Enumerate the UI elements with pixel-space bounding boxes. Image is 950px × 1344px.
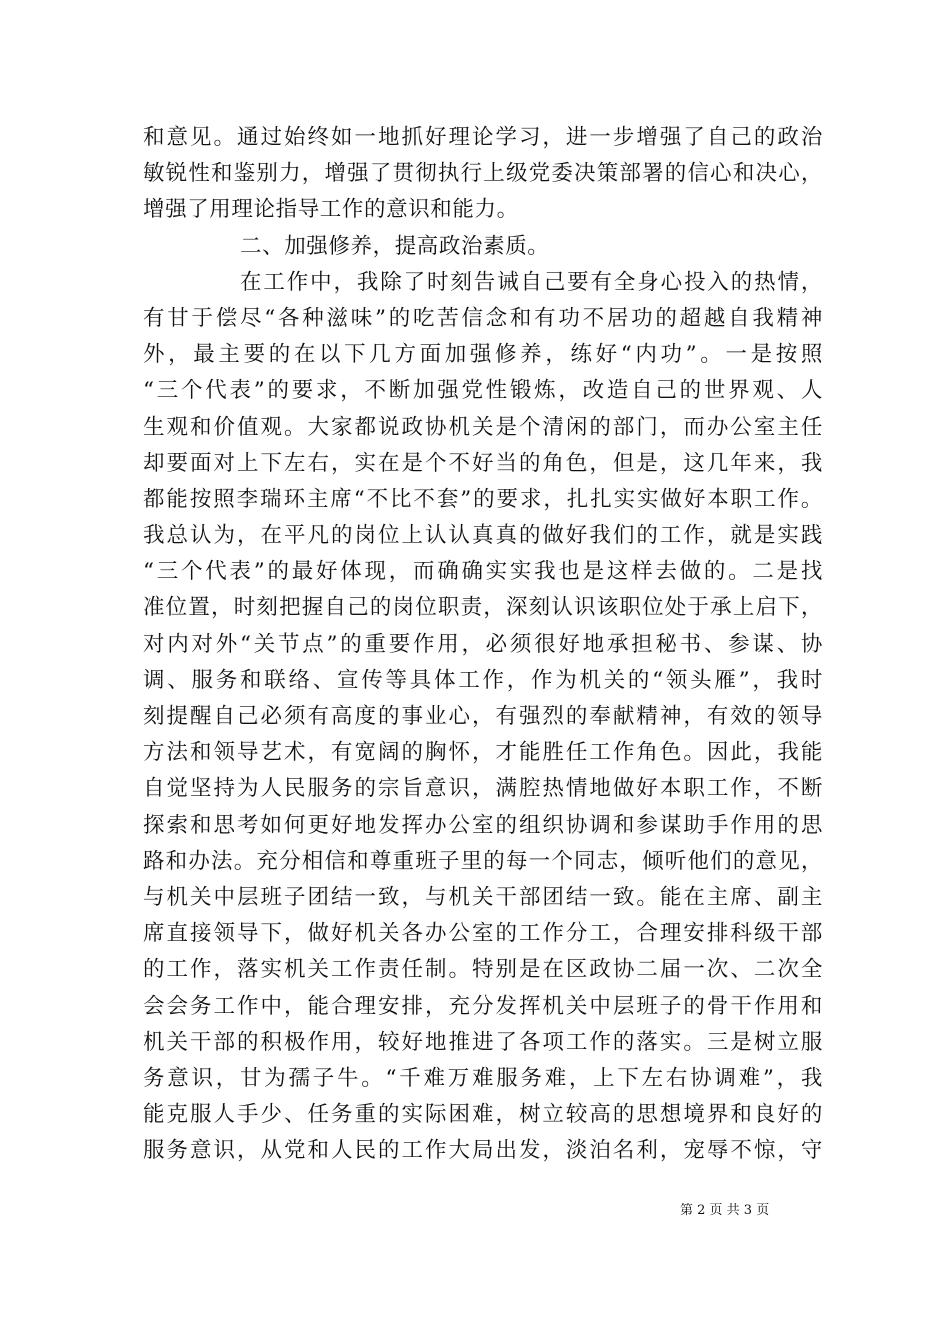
body-text xyxy=(143,120,823,1169)
text-line: 准位置，时刻把握自己的岗位职责，深刻认识该职位处于承上启下， xyxy=(143,595,823,621)
page-footer: 第 2 页 共 3 页 xyxy=(680,1203,770,1218)
text-line: 与机关中层班子团结一致，与机关干部团结一致。能在主席、副主 xyxy=(143,884,823,910)
text-line: 敏锐性和鉴别力，增强了贯彻执行上级党委决策部署的信心和决心， xyxy=(143,161,823,187)
text-line: 会会务工作中，能合理安排，充分发挥机关中层班子的骨干作用和 xyxy=(143,993,823,1019)
text-line: 和意见。通过始终如一地抓好理论学习，进一步增强了自己的政治 xyxy=(143,125,823,150)
text-line: 在工作中，我除了时刻告诫自己要有全身心投入的热情， xyxy=(240,269,823,295)
text-line: 席直接领导下，做好机关各办公室的工作分工，合理安排科级干部 xyxy=(143,921,823,947)
text-line: 方法和领导艺术，有宽阔的胸怀，才能胜任工作角色。因此，我能 xyxy=(143,740,823,766)
text-line: 自觉坚持为人民服务的宗旨意识，满腔热情地做好本职工作，不断 xyxy=(143,776,823,802)
text-line: 路和办法。充分相信和尊重班子里的每一个同志，倾听他们的意见， xyxy=(143,848,823,874)
text-line: 能克服人手少、任务重的实际困难，树立较高的思想境界和良好的 xyxy=(143,1102,823,1128)
text-line: 对内对外“关节点”的重要作用，必须很好地承担秘书、参谋、协 xyxy=(143,631,823,657)
text-line: 我总认为，在平凡的岗位上认认真真的做好我们的工作，就是实践 xyxy=(143,523,823,549)
text-line: 务意识，甘为孺子牛。“千难万难服务难，上下左右协调难”，我 xyxy=(143,1065,823,1091)
text-line: “三个代表”的要求，不断加强党性锻炼，改造自己的世界观、人 xyxy=(143,378,823,404)
text-line: 刻提醒自己必须有高度的事业心，有强烈的奉献精神，有效的领导 xyxy=(143,704,823,729)
section-heading: 二、加强修养，提高政治素质。 xyxy=(240,233,550,259)
text-line: 调、服务和联络、宣传等具体工作，作为机关的“领头雁”，我时 xyxy=(143,667,823,693)
text-line: 却要面对上下左右，实在是个不好当的角色，但是，这几年来，我 xyxy=(143,450,823,476)
text-line: 探索和思考如何更好地发挥办公室的组织协调和参谋助手作用的思 xyxy=(143,812,823,838)
text-line: 增强了用理论指导工作的意识和能力。 xyxy=(143,197,519,223)
text-line: 机关干部的积极作用，较好地推进了各项工作的落实。三是树立服 xyxy=(143,1029,823,1055)
text-line: 都能按照李瑞环主席“不比不套”的要求，扎扎实实做好本职工作。 xyxy=(143,486,823,512)
text-line: “三个代表”的最好体现，而确确实实我也是这样去做的。二是找 xyxy=(143,559,823,585)
text-line: 服务意识，从党和人民的工作大局出发，淡泊名利，宠辱不惊，守 xyxy=(143,1138,823,1164)
text-line: 生观和价值观。大家都说政协机关是个清闲的部门，而办公室主任 xyxy=(143,414,823,440)
text-line: 的工作，落实机关工作责任制。特别是在区政协二届一次、二次全 xyxy=(143,957,823,983)
text-line: 外，最主要的在以下几方面加强修养，练好“内功”。一是按照 xyxy=(143,342,823,368)
text-line: 有甘于偿尽“各种滋味”的吃苦信念和有功不居功的超越自我精神 xyxy=(143,305,823,331)
